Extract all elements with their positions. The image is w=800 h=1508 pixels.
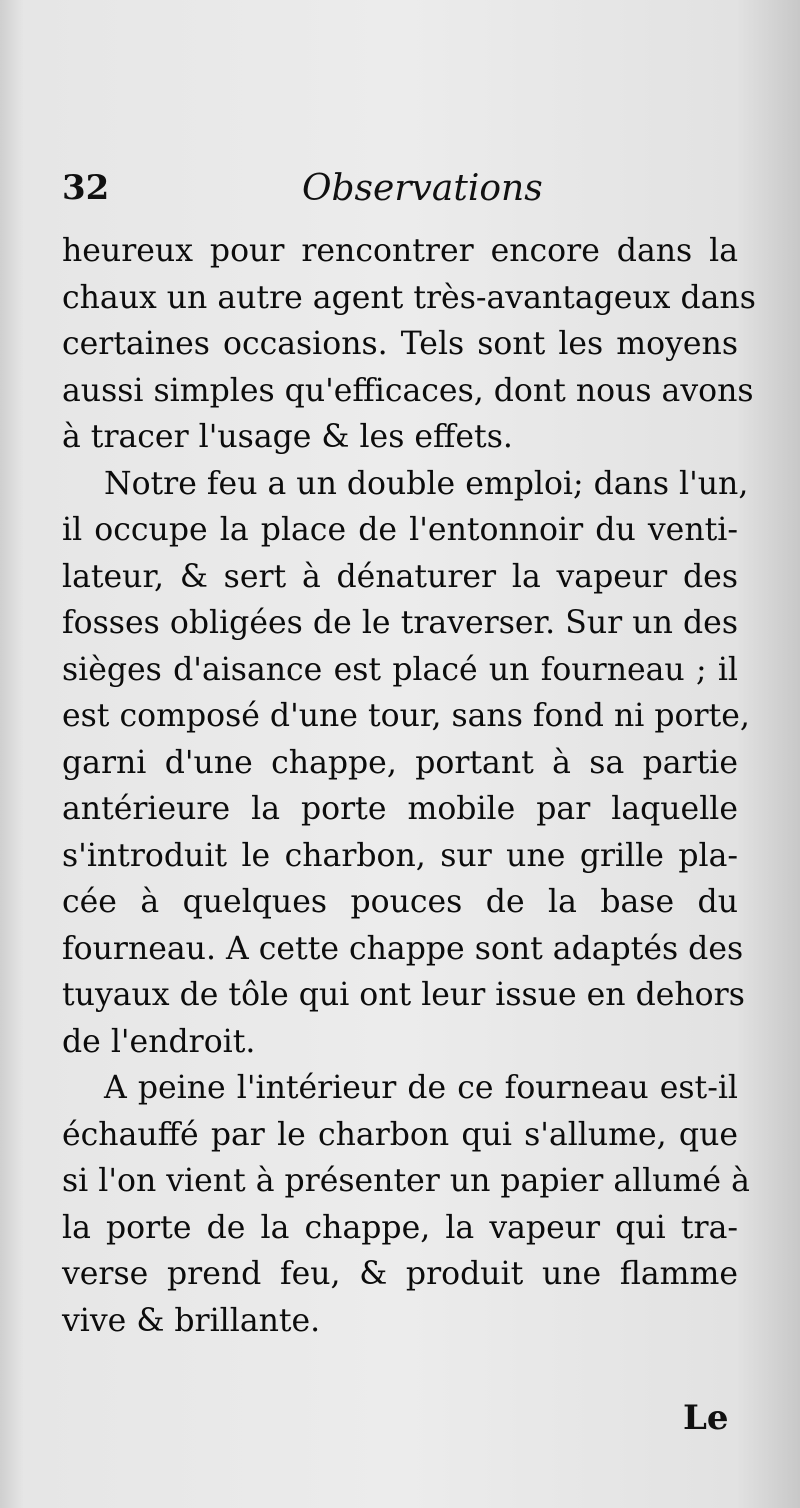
text-line: il occupe la place de l'entonnoir du venti- [62, 512, 738, 548]
catchword: Le [683, 1398, 729, 1438]
text-line: antérieure la porte mobile par laquelle [62, 791, 738, 827]
text-line: tuyaux de tôle qui ont leur issue en dehors [62, 977, 745, 1013]
page-number: 32 [62, 168, 110, 208]
text-line: à tracer l'usage & les effets. [62, 419, 513, 455]
text-line: si l'on vient à présenter un papier allumé à [62, 1163, 750, 1199]
text-line: échauffé par le charbon qui s'allume, que [62, 1116, 738, 1153]
text-line: certaines occasions. Tels sont les moyens [62, 326, 738, 362]
text-line: heureux pour rencontrer encore dans la [62, 233, 738, 269]
text-line: A peine l'intérieur de ce fourneau est-il [104, 1070, 738, 1106]
text-line: est composé d'une tour, sans fond ni porte, [62, 698, 750, 734]
text-line: cée à quelques pouces de la base du [62, 884, 738, 920]
page-header [62, 168, 738, 228]
text-line: s'introduit le charbon, sur une grille pla- [62, 837, 738, 874]
text-line: fourneau. A cette chappe sont adaptés des [62, 930, 744, 967]
text-line: sièges d'aisance est placé un fourneau ; il [62, 651, 738, 688]
text-line: verse prend feu, & produit une flamme [62, 1256, 738, 1292]
text-line: lateur, & sert à dénaturer la vapeur des [62, 558, 738, 595]
text-line: aussi simples qu'efficaces, dont nous avons [62, 372, 754, 409]
text-line: de l'endroit. [62, 1023, 256, 1060]
text-line: chaux un autre agent très-avantageux dans [62, 279, 756, 316]
text-line: vive & brillante. [62, 1302, 321, 1339]
running-head: Observations [302, 168, 543, 209]
text-line: fosses obligées de le traverser. Sur un des [62, 605, 738, 641]
text-line: la porte de la chappe, la vapeur qui tra- [62, 1209, 738, 1246]
text-line: Notre feu a un double emploi; dans l'un, [104, 465, 749, 502]
text-line: garni d'une chappe, portant à sa partie [62, 744, 738, 781]
body-text [62, 228, 756, 1344]
